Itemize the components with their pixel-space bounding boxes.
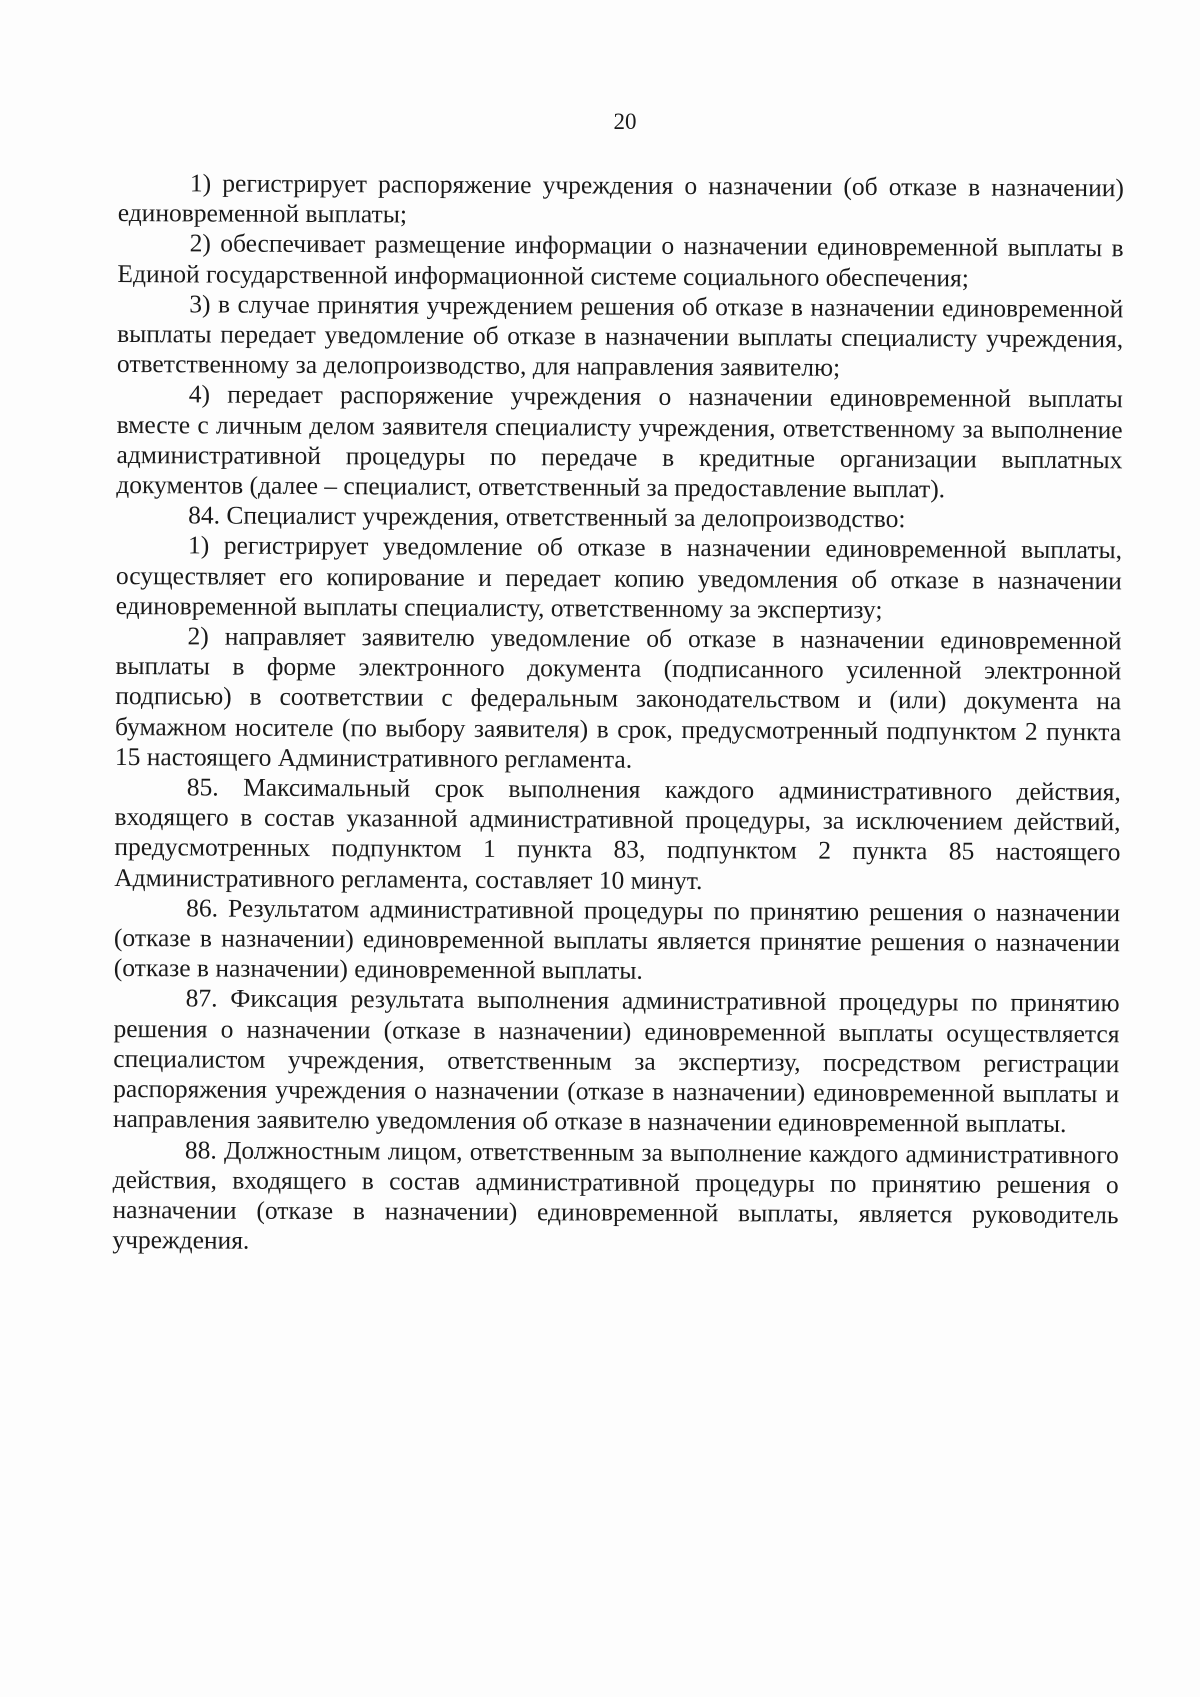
paragraph-85: 85. Максимальный срок выполнения каждого административного действия, входящего в состав указанной административной процедуры, за исключением действий, предусмотренных подпунктом 1 пункта 83, подпунктом 2 пункта 85 настоящего Административного регламента, составляет 10 минут. — [114, 772, 1121, 895]
paragraph-83-4: 4) передает распоряжение учреждения о назначении единовременной выплаты вместе с личным делом заявителя специалисту учреждения, ответственному за выполнение административной процедуры по передаче в кредитные организации выплатных документов (далее – специалист, ответственный за предоставление выплат). — [116, 379, 1123, 504]
paragraph-86: 86. Результатом административной процедуры по принятию решения о назначении (отказе в назначении) единовременной выплаты является принятие решения о назначении (отказе в назначении) единовременной выплаты. — [113, 893, 1121, 986]
paragraph-83-2: 2) обеспечивает размещение информации о назначении единовременной выплаты в Единой государственной информационной системе социального обеспечения; — [117, 228, 1124, 293]
document-body — [112, 168, 1124, 1261]
paragraph-84: 84. Специалист учреждения, ответственный за делопроизводство: — [188, 500, 906, 534]
paragraph-83-3: 3) в случае принятия учреждением решения об отказе в назначении единовременной выплаты передает уведомление об отказе в назначении выплаты специалисту учреждения, ответственному за делопроизводство, для направления заявителю; — [116, 289, 1124, 383]
page-number: 20 — [613, 109, 637, 134]
paragraph-84-1: 1) регистрирует уведомление об отказе в назначении единовременной выплаты, осуществляет его копирование и передает копию уведомления об отказе в назначении единовременной выплаты специалисту, ответственному за экспертизу; — [115, 530, 1123, 624]
paragraph-84-2: 2) направляет заявителю уведомление об отказе в назначении единовременной выплаты в форме электронного документа (подписанного усиленной электронной подписью) в соответствии с федеральным законодательством и (или) документа на бумажном носителе (по выбору заявителя) в срок, предусмотренный подпунктом 2 пункта 15 настоящего Административного регламента. — [114, 621, 1122, 774]
paragraph-83-1: 1) регистрирует распоряжение учреждения о назначении (об отказе в назначении) единовременной выплаты; — [117, 168, 1124, 229]
paragraph-88: 88. Должностным лицом, ответственным за выполнение каждого административного действия, входящего в состав административной процедуры по принятию решения о назначении (отказе в назначении) единовременной выплаты, является руководитель учреждения. — [112, 1134, 1119, 1255]
paragraph-87: 87. Фиксация результата выполнения административной процедуры по принятию решения о назначении (отказе в назначении) единовременной выплаты осуществляется специалистом учреждения, ответственным за экспертизу, посредством регистрации распоряжения учреждения о назначении (отказе в назначении) единовременной выплаты и направления заявителю уведомления об отказе в назначении единовременной выплаты. — [112, 983, 1120, 1139]
